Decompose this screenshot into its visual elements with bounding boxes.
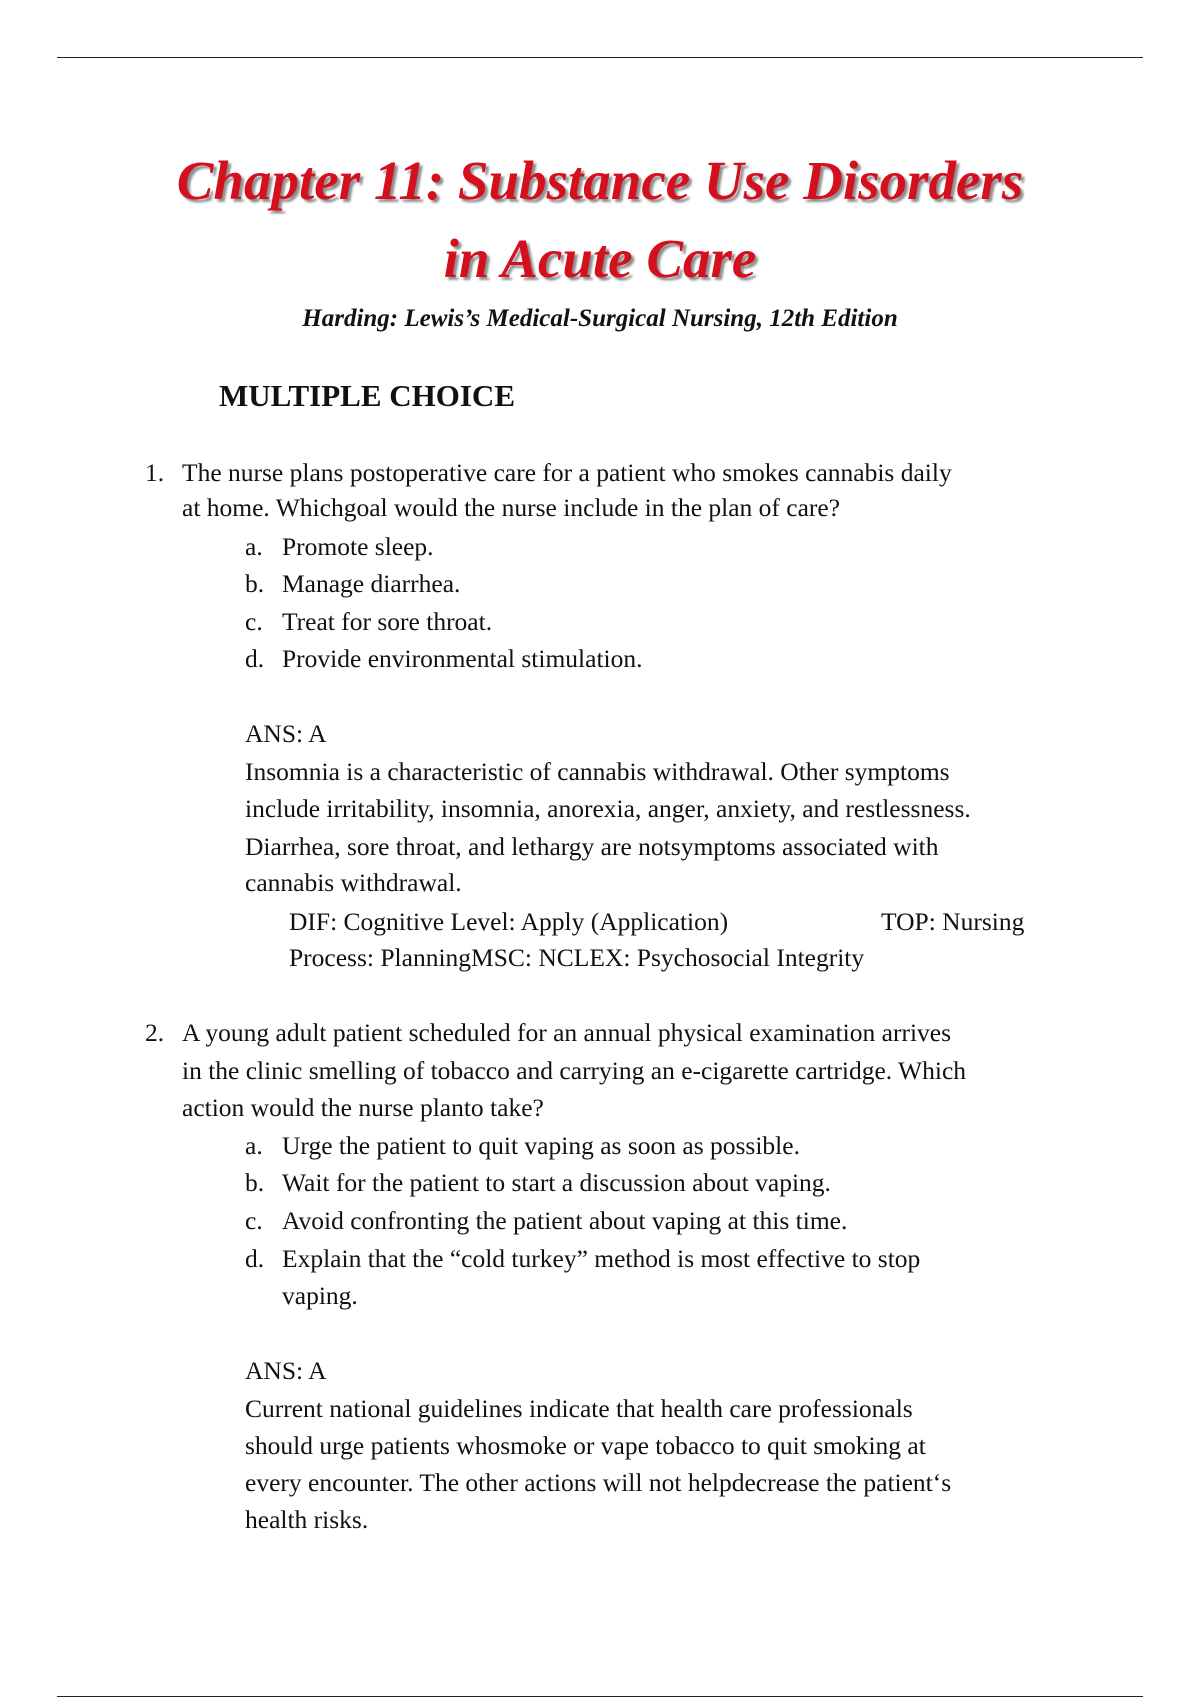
option-letter: d.: [245, 1244, 265, 1273]
question-stem-line: A young adult patient scheduled for an annual physical examination arrives: [182, 1018, 952, 1047]
rationale-line: cannabis withdrawal.: [245, 868, 462, 897]
top-rule: [57, 57, 1143, 58]
option-letter: d.: [245, 644, 265, 673]
process-msc-meta: Process: PlanningMSC: NCLEX: Psychosocial Integrity: [289, 943, 865, 972]
question-stem-line: at home. Whichgoal would the nurse include in the plan of care?: [182, 493, 841, 522]
option-text: Manage diarrhea.: [282, 569, 461, 598]
rationale-line: every encounter. The other actions will not helpdecrease the patient‘s: [245, 1468, 952, 1497]
option-text: Urge the patient to quit vaping as soon as possible.: [282, 1131, 800, 1160]
chapter-title-line-1: Chapter 11: Substance Use Disorders: [176, 150, 1024, 211]
question-stem-line: The nurse plans postoperative care for a patient who smokes cannabis daily: [182, 458, 952, 487]
rationale-line: health risks.: [245, 1505, 369, 1534]
topic-meta: TOP: Nursing: [881, 907, 1025, 936]
rationale-line: Insomnia is a characteristic of cannabis withdrawal. Other symptoms: [245, 757, 950, 786]
option-text: Treat for sore throat.: [282, 607, 493, 636]
option-text: Explain that the “cold turkey” method is most effective to stop: [282, 1244, 921, 1273]
answer-key: ANS: A: [245, 1356, 327, 1385]
option-text: Wait for the patient to start a discussion about vaping.: [282, 1168, 831, 1197]
question-number: 1.: [145, 458, 165, 487]
option-text: Provide environmental stimulation.: [282, 644, 643, 673]
bottom-rule: [57, 1696, 1143, 1697]
option-letter: b.: [245, 569, 265, 598]
option-text: Promote sleep.: [282, 532, 434, 561]
question-number: 2.: [145, 1018, 165, 1047]
answer-key: ANS: A: [245, 719, 327, 748]
section-heading: MULTIPLE CHOICE: [219, 378, 515, 413]
option-text: Avoid confronting the patient about vaping at this time.: [282, 1206, 848, 1235]
question-stem-line: action would the nurse planto take?: [182, 1093, 544, 1122]
option-letter: c.: [245, 607, 263, 636]
option-text: vaping.: [282, 1281, 358, 1310]
option-letter: c.: [245, 1206, 263, 1235]
question-stem-line: in the clinic smelling of tobacco and carrying an e-cigarette cartridge. Which: [182, 1056, 967, 1085]
rationale-line: Diarrhea, sore throat, and lethargy are notsymptoms associated with: [245, 832, 939, 861]
rationale-line: should urge patients whosmoke or vape tobacco to quit smoking at: [245, 1431, 926, 1460]
rationale-line: Current national guidelines indicate that health care professionals: [245, 1394, 913, 1423]
option-letter: a.: [245, 532, 263, 561]
difficulty-meta: DIF: Cognitive Level: Apply (Application): [289, 907, 729, 936]
chapter-title-line-2: in Acute Care: [443, 228, 757, 289]
rationale-line: include irritability, insomnia, anorexia, anger, anxiety, and restlessness.: [245, 794, 971, 823]
book-subtitle: Harding: Lewis’s Medical-Surgical Nursing, 12th Edition: [302, 305, 898, 332]
option-letter: b.: [245, 1168, 265, 1197]
option-letter: a.: [245, 1131, 263, 1160]
